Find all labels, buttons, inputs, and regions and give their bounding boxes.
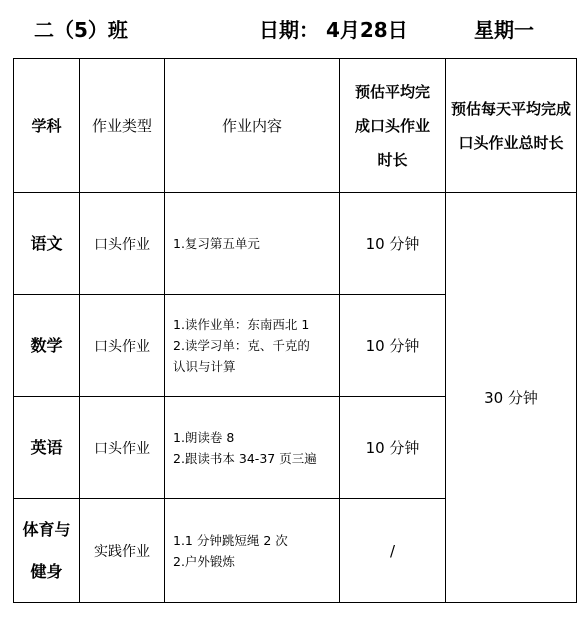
header-content: 作业内容 — [165, 59, 340, 193]
subject-cell: 英语 — [14, 397, 80, 499]
header-daily-total: 预估每天平均完成 口头作业总时长 — [446, 59, 577, 193]
type-cell: 口头作业 — [80, 397, 165, 499]
type-cell: 实践作业 — [80, 499, 165, 603]
duration-cell: / — [340, 499, 446, 603]
weekday-label: 星期一 — [474, 18, 534, 42]
duration-cell: 10 分钟 — [340, 397, 446, 499]
table-header-row — [14, 59, 577, 193]
content-cell: 1.读作业单：东南西北 1 2.读学习单：克、千克的 认识与计算 — [165, 295, 340, 397]
subject-cell: 数学 — [14, 295, 80, 397]
type-cell: 口头作业 — [80, 193, 165, 295]
total-cell: 30 分钟 — [446, 193, 577, 603]
subject-cell: 语文 — [14, 193, 80, 295]
header-subject: 学科 — [14, 59, 80, 193]
duration-cell: 10 分钟 — [340, 295, 446, 397]
content-cell: 1.复习第五单元 — [165, 193, 340, 295]
page-header — [0, 8, 588, 48]
type-cell: 口头作业 — [80, 295, 165, 397]
header-type: 作业类型 — [80, 59, 165, 193]
header-avg-time: 预估平均完 成口头作业 时长 — [340, 59, 446, 193]
subject-cell: 体育与 健身 — [14, 499, 80, 603]
content-cell: 1.1 分钟跳短绳 2 次 2.户外锻炼 — [165, 499, 340, 603]
table-row-chinese — [14, 193, 577, 295]
date-label: 日期： 4月28日 — [259, 18, 408, 42]
duration-cell: 10 分钟 — [340, 193, 446, 295]
content-cell: 1.朗读卷 8 2.跟读书本 34-37 页三遍 — [165, 397, 340, 499]
class-label: 二（5）班 — [34, 18, 128, 42]
homework-table — [13, 58, 577, 603]
